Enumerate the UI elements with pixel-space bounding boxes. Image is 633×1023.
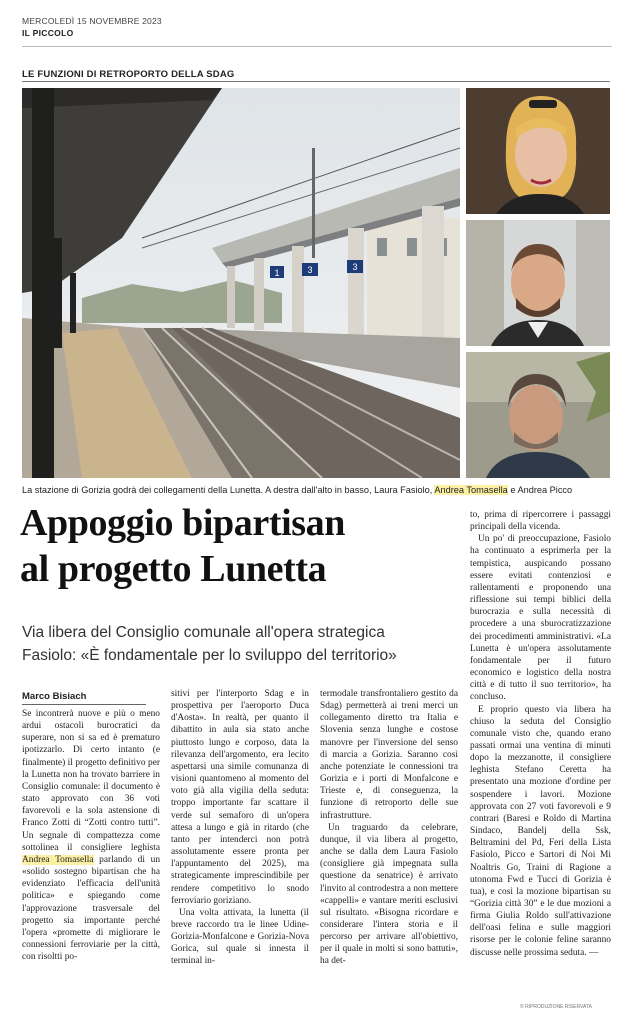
body-column-4 [470,509,611,959]
text-run: Se incontrerà nuove e più o meno ardui ostacoli burocratici da superare, non si sa ed è prematuro ipotizzarlo. Di certo intanto (e finalmente) il progetto definitivo per la Lunetta non ha trovato barriere in Consiglio comunale: il documento è stato approvato con 36 voti favorevoli e la sola astensione di Franco Zotti di “Zotti contro tutti”. Un segnale di compattezza come sottolinea il consigliere leghista [22,709,160,853]
platform-sign-1: 1 [274,268,280,278]
kicker-divider [22,81,610,82]
paragraph: E proprio questo via libera ha chiuso la seduta del Consiglio comunale visto che, quando erano passati ormai una ventina di minuti dopo la mezzanotte, il consigliere leghista Stefano Ceretta ha presentato una mozione d'ordine per sospendere i lavori. Mozione approvata con 27 voti favorevoli e 9 contrari (Baresi e Roldo di Martina Sindaco, Bandelj della Ssk, Beltramini del Pd, Feri della Lista Fasiolo, Picco e Sartori di Noi Mi Noaltris Go, Traini di Ragione a utonoma Fwd e Tucci di Gorizia è tua), e così la mozione bipartisan su “Gorizia città 30” e le due mozioni a firma Giulia Roldo sull'attivazione dell'oasi felina e sulle maggiori risorse per le colonie feline saranno discusse nelle prossima seduta. — [470,704,611,958]
portrait-andrea-picco [466,352,610,478]
header-divider [22,46,612,47]
body-column-1 [22,708,160,963]
paragraph: sitivi per l'interporto Sdag e in prospettiva per l'aeroporto Duca d'Aosta». In realtà, per quanto il dibattito in aula sia stato anche piuttosto lungo e corposo, data la rilevanza dell'argomento, era lecito aspettarsi una simile comunanza di visioni quantomeno al momento del voto già alla vigilia della seduta: troppo importante far scattare il verde sul semaforo di un'opera attesa a lungo e già in ritardo (che tanto per intenderci non potrà assolutamente essere pronta per l'appuntamento del 2025), ma strategicamente imprescindibile per rendere competitivo lo snodo ferroviario goriziano. [171,689,309,906]
subheadline-line-2: Fasiolo: «È fondamentale per lo sviluppo del territorio» [22,647,397,664]
portrait-andrea-tomasella [466,220,610,346]
caption-text: La stazione di Gorizia godrà dei collegamenti della Lunetta. A destra dall'alto in basso, Laura Fasiolo, [22,485,435,495]
caption-highlight: Andrea Tomasella [434,485,508,495]
body-column-3 [320,688,458,968]
subheadline-line-1: Via libera del Consiglio comunale all'opera strategica [22,624,385,641]
highlighted-name: Andrea Tomasella [22,854,94,865]
byline-divider [22,704,146,705]
paragraph: termodale transfrontaliero gestito da Sdag) permetterà ai treni merci un collegamento diretto tra Italia e Slovenia senza lunghe e costose manovre per l'inversione del senso di marcia a Gorizia. Saranno così anche potenziate le connessioni tra Gorizia e i porti di Monfalcone e Trieste e, di conseguenza, la funzione di retroporto delle sue infrastrutture. [320,689,458,821]
paragraph: to, prima di ripercorrere i passaggi principali della vicenda. [470,510,611,533]
platform-sign-3: 3 [352,262,358,272]
headline-line-2: al progetto Lunetta [20,548,327,590]
paragraph: Un traguardo da celebrare, dunque, il via libera al progetto, anche se dalla dem Laura Fasiolo (consigliere già impegnata sulla questione da senatrice) è arrivato l'invito al controdestra a non mettere «cappelli» e vantare meriti esclusivi sul risultato. «Bisogna ricordare e considerare l'intera storia e il percorso per arrivare all'obiettivo, per il quale in molti si sono battuti», ha det- [320,822,458,967]
copyright-notice: © RIPRODUZIONE RISERVATA [520,1004,592,1010]
portrait-laura-fasiolo [466,88,610,214]
photo-caption [22,484,612,496]
section-kicker: LE FUNZIONI DI RETROPORTO DELLA SDAG [22,69,235,80]
body-column-2 [171,688,309,968]
paragraph: Una volta attivata, la lunetta (il breve raccordo tra le linee Udine-Gorizia-Monfalcone e Gorizia-Nova Gorica, sul quale si innesta il terminal in- [171,907,309,967]
caption-tail: e Andrea Picco [507,485,573,495]
platform-sign-2: 3 [307,265,313,275]
issue-date: MERCOLEDÌ 15 NOVEMBRE 2023 [22,16,162,26]
newspaper-name: IL PICCOLO [22,28,74,38]
byline: Marco Bisiach [22,691,87,702]
paragraph [22,708,160,963]
station-photo [22,88,460,478]
paragraph: Un po' di preoccupazione, Fasiolo ha continuato a esprimerla per la tempistica, auspicando possano essere evitati contenziosi e rallentamenti e proponendo una riflessione sui tempi biblici della burocrazia e sulla necessità di procedere a una sburocratizzazione dei procedimenti amministrativi. «La Lunetta è un'opera assolutamente fondamentale per il futuro economico e logistico della nostra città e di tutto il suo territorio», ha concluso. [470,534,611,703]
headline-line-1: Appoggio bipartisan [20,502,345,544]
text-run: parlando di un «solido sostegno bipartisan che ha evidenziato l'efficacia dell'unità politica» e spiegando come l'approvazione trasversale del progetto sia importante perché l'opera «promette di migliorare le connessioni ferroviarie per la città, con risoltti po- [22,854,161,963]
